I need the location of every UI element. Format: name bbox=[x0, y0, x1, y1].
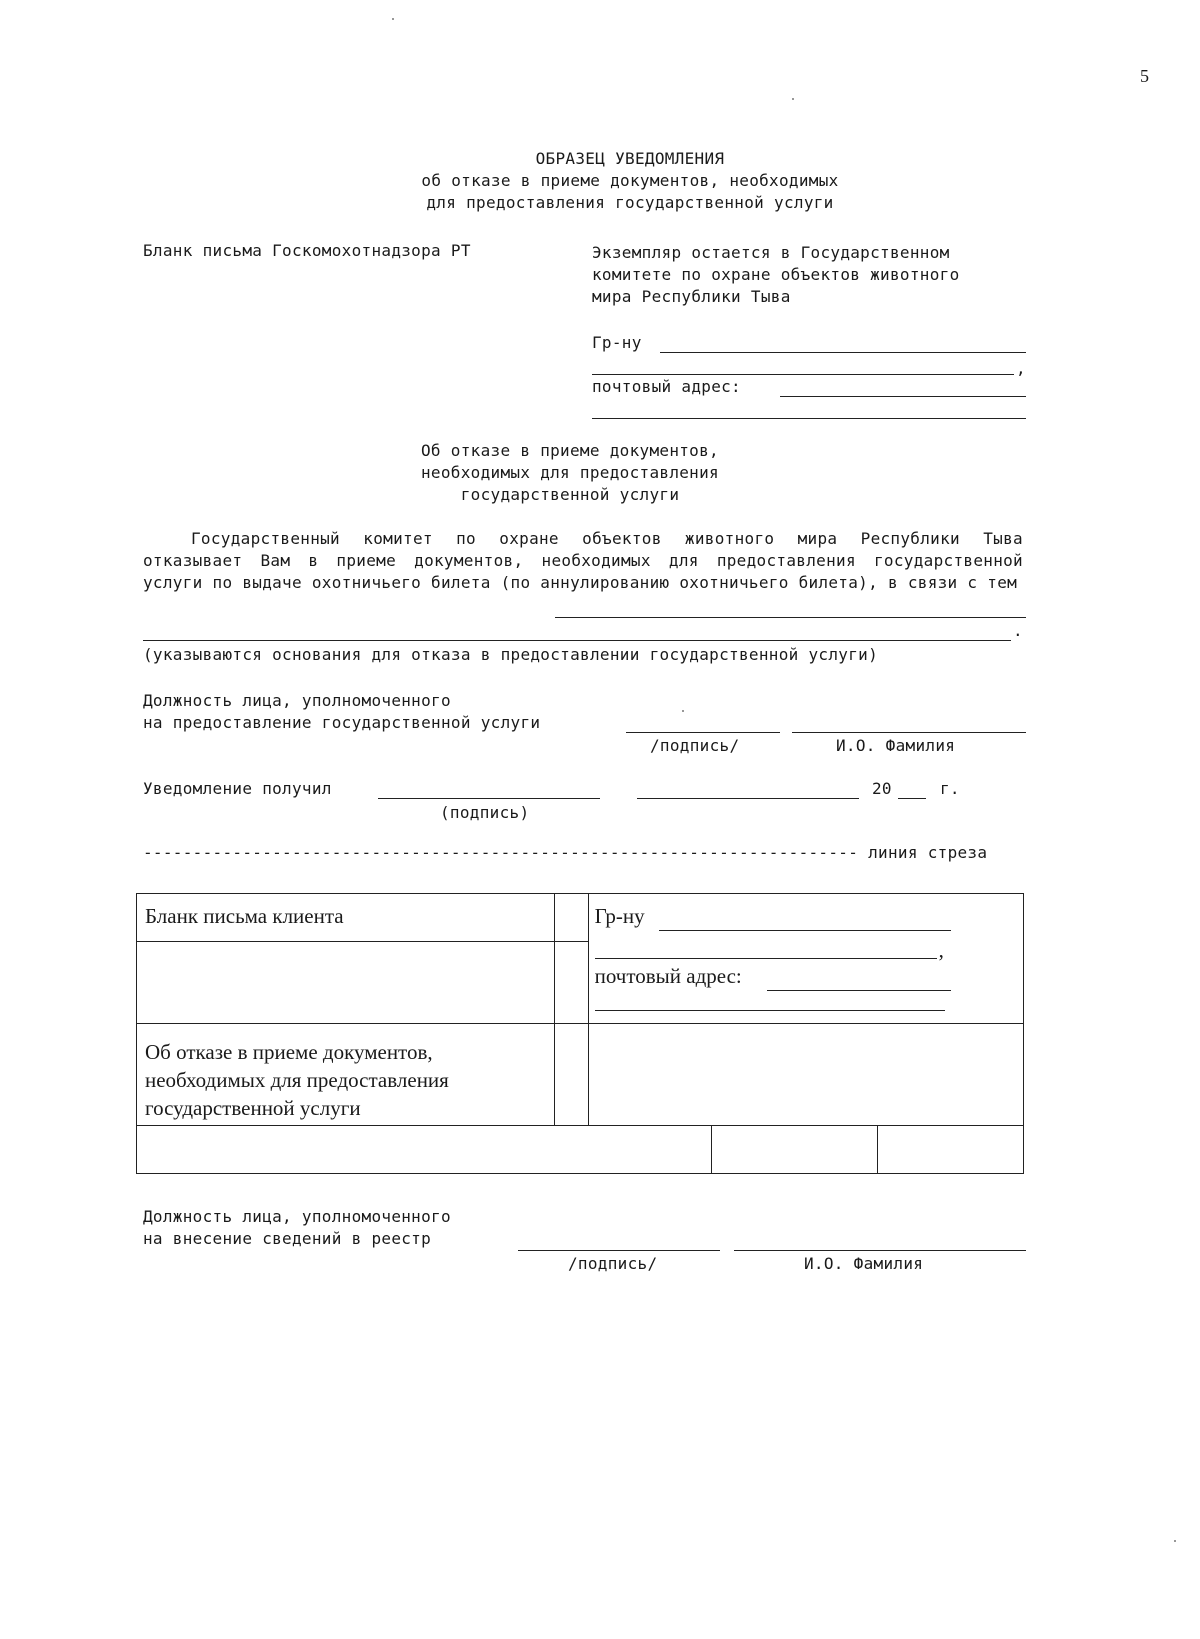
subject-line1: Об отказе в приеме документов, bbox=[421, 441, 719, 460]
copy-note-line3: мира Республики Тыва bbox=[592, 287, 791, 306]
addressee-label: Гр-ну bbox=[592, 333, 642, 352]
refusal-paragraph bbox=[143, 528, 1023, 594]
receipt-date-line[interactable] bbox=[637, 798, 859, 799]
receipt-signature-line[interactable] bbox=[378, 798, 600, 799]
receipt-year-prefix: 20 bbox=[872, 779, 892, 798]
reason-caption: (указываются основания для отказа в предоставлении государственной услуги) bbox=[143, 645, 879, 664]
registry-name-line[interactable] bbox=[734, 1250, 1026, 1251]
scan-speck bbox=[792, 98, 794, 100]
scan-speck bbox=[392, 18, 394, 20]
client-empty-cell bbox=[137, 942, 555, 1024]
document-subtitle-line1: об отказе в приеме документов, необходимых bbox=[421, 171, 839, 190]
scan-speck bbox=[1174, 1540, 1176, 1542]
client-postal-line[interactable] bbox=[767, 990, 951, 991]
official-name-caption: И.О. Фамилия bbox=[836, 736, 956, 755]
client-subject-line3: государственной услуги bbox=[145, 1096, 361, 1120]
spacer-cell bbox=[554, 942, 588, 1024]
client-postal-label: почтовый адрес: bbox=[594, 964, 742, 988]
copy-note bbox=[592, 242, 1032, 308]
receipt-label: Уведомление получил bbox=[143, 779, 332, 798]
postal-address-line[interactable] bbox=[780, 396, 1026, 397]
spacer-cell bbox=[554, 894, 588, 942]
client-subject-line2: необходимых для предоставления bbox=[145, 1068, 449, 1092]
document-subtitle-line2: для предоставления государственной услуги bbox=[426, 193, 834, 212]
cut-label: линия стреза bbox=[868, 843, 988, 862]
client-blank-label: Бланк письма клиента bbox=[145, 904, 344, 928]
reason-line-2[interactable] bbox=[143, 640, 1011, 641]
official-name-line[interactable] bbox=[792, 732, 1026, 733]
copy-note-line1: Экземпляр остается в Государственном bbox=[592, 243, 950, 262]
client-footer-cell-3 bbox=[878, 1126, 1024, 1174]
document-header bbox=[300, 148, 960, 214]
client-blank-cell bbox=[137, 894, 555, 942]
refusal-text: Государственный комитет по охране объектов животного мира Республики Тыва отказывает Вам в приеме документов, необходимых для предоставления государственной услуги по выдаче охотничьего билета (по аннулированию охотничьего билета), в связи с тем bbox=[143, 529, 1023, 592]
reason-line-1[interactable] bbox=[555, 617, 1026, 618]
client-comma: , bbox=[938, 938, 944, 962]
cut-dashes: ------------------------------------------------------------------------ bbox=[143, 843, 859, 862]
client-form-table bbox=[136, 893, 1024, 1174]
client-right-empty-cell bbox=[588, 1024, 1023, 1126]
receipt-year-suffix: г. bbox=[940, 779, 960, 798]
addressee-comma: , bbox=[1016, 359, 1026, 378]
receipt-year-line[interactable] bbox=[898, 798, 926, 799]
client-addressee-label: Гр-ну bbox=[594, 904, 645, 928]
receipt-signature-caption: (подпись) bbox=[440, 803, 530, 822]
registry-signature-line[interactable] bbox=[518, 1250, 720, 1251]
official-position bbox=[143, 690, 540, 734]
client-subject-cell bbox=[137, 1024, 555, 1126]
addressee-name-line-2[interactable] bbox=[592, 374, 1014, 375]
client-addressee-line[interactable] bbox=[659, 930, 951, 931]
registry-position-line2: на внесение сведений в реестр bbox=[143, 1229, 432, 1248]
copy-note-line2: комитете по охране объектов животного bbox=[592, 265, 960, 284]
client-footer-cell-2 bbox=[712, 1126, 878, 1174]
addressee-name-line[interactable] bbox=[660, 352, 1026, 353]
scan-speck bbox=[682, 710, 684, 712]
postal-address-line-2[interactable] bbox=[592, 418, 1026, 419]
official-position-line1: Должность лица, уполномоченного bbox=[143, 691, 451, 710]
subject-line2: необходимых для предоставления bbox=[421, 463, 719, 482]
official-position-line2: на предоставление государственной услуги bbox=[143, 713, 541, 732]
document-title: ОБРАЗЕЦ УВЕДОМЛЕНИЯ bbox=[535, 149, 725, 168]
registry-signature-caption: /подпись/ bbox=[568, 1254, 658, 1273]
agency-blank-label: Бланк письма Госкомохотнадзора РТ bbox=[143, 241, 471, 260]
cut-line bbox=[143, 842, 1023, 864]
registry-position-line1: Должность лица, уполномоченного bbox=[143, 1207, 451, 1226]
client-address-cell bbox=[588, 894, 1023, 1024]
client-postal-line-2[interactable] bbox=[595, 1010, 945, 1011]
official-signature-line[interactable] bbox=[626, 732, 780, 733]
postal-address-label: почтовый адрес: bbox=[592, 377, 741, 396]
client-subject-line1: Об отказе в приеме документов, bbox=[145, 1040, 433, 1064]
spacer-cell bbox=[554, 1024, 588, 1126]
official-signature-caption: /подпись/ bbox=[650, 736, 740, 755]
client-addressee-line-2[interactable] bbox=[595, 958, 937, 959]
subject-block bbox=[380, 440, 760, 506]
subject-line3: государственной услуги bbox=[460, 485, 680, 504]
registry-name-caption: И.О. Фамилия bbox=[804, 1254, 924, 1273]
registry-position bbox=[143, 1206, 451, 1250]
page-number: 5 bbox=[1140, 66, 1149, 86]
reason-period: . bbox=[1013, 621, 1023, 640]
client-footer-cell-1 bbox=[137, 1126, 712, 1174]
